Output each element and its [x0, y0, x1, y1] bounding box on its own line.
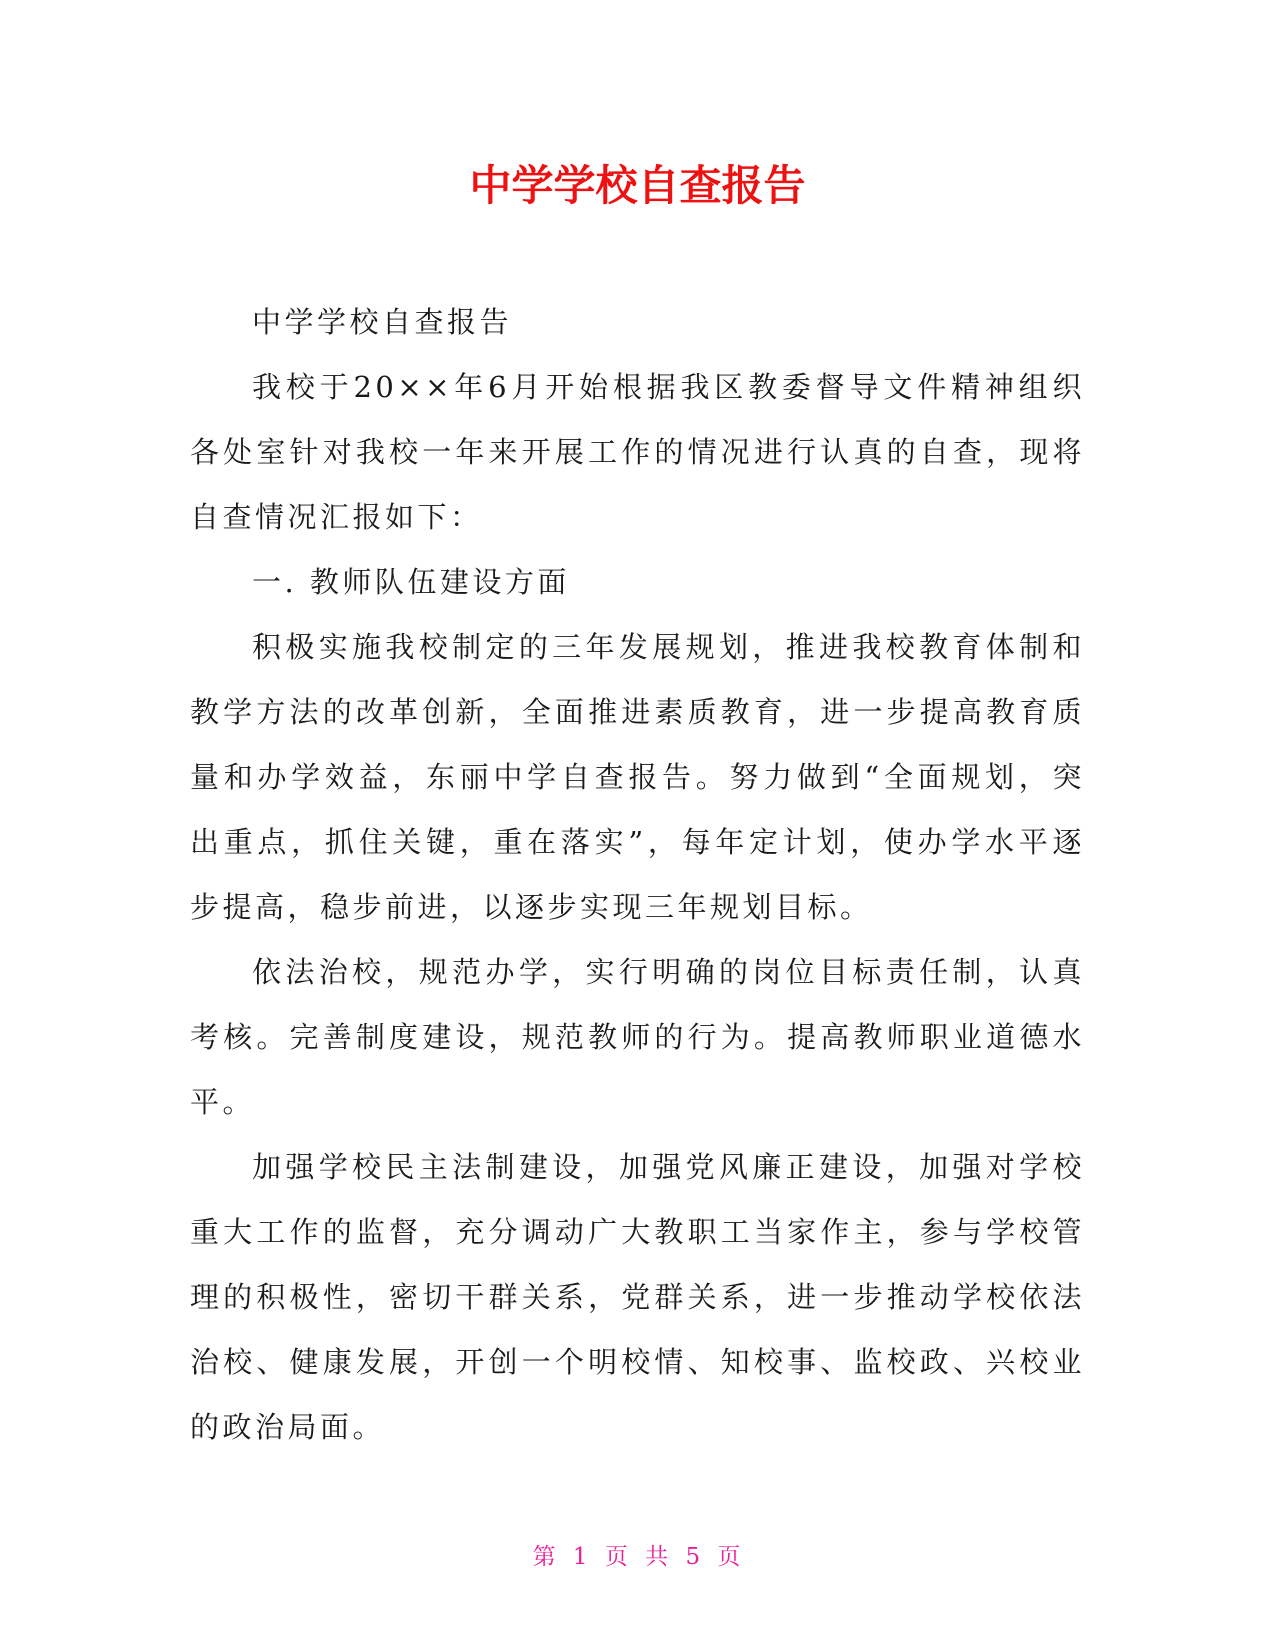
paragraph-intro: 我校于20××年6月开始根据我区教委督导文件精神组织各处室针对我校一年来开展工作的情况进行认真的自查，现将自查情况汇报如下： — [190, 370, 1085, 534]
paragraph-development-plan: 积极实施我校制定的三年发展规划，推进我校教育体制和教学方法的改革创新，全面推进素质教育，进一步提高教育质量和办学效益，东丽中学自查报告。努力做到“全面规划，突出重点，抓住关键，重在落实”，每年定计划，使办学水平逐步提高，稳步前进，以逐步实现三年规划目标。 — [190, 630, 1085, 924]
paragraph-democracy: 加强学校民主法制建设，加强党风廉正建设，加强对学校重大工作的监督，充分调动广大教职工当家作主，参与学校管理的积极性，密切干群关系，党群关系，进一步推动学校依法治校、健康发展，开创一个明校情、知校事、监校政、兴校业的政治局面。 — [190, 1150, 1085, 1444]
page-number-footer: 第 1 页 共 5 页 — [532, 1544, 743, 1570]
document-body — [190, 290, 1085, 1460]
paragraph-heading: 中学学校自查报告 — [252, 305, 513, 339]
section-heading-teacher-team: 一. 教师队伍建设方面 — [252, 565, 570, 599]
paragraph-rule-of-law: 依法治校，规范办学，实行明确的岗位目标责任制，认真考核。完善制度建设，规范教师的行为。提高教师职业道德水平。 — [190, 955, 1085, 1119]
document-title: 中学学校自查报告 — [469, 161, 806, 210]
